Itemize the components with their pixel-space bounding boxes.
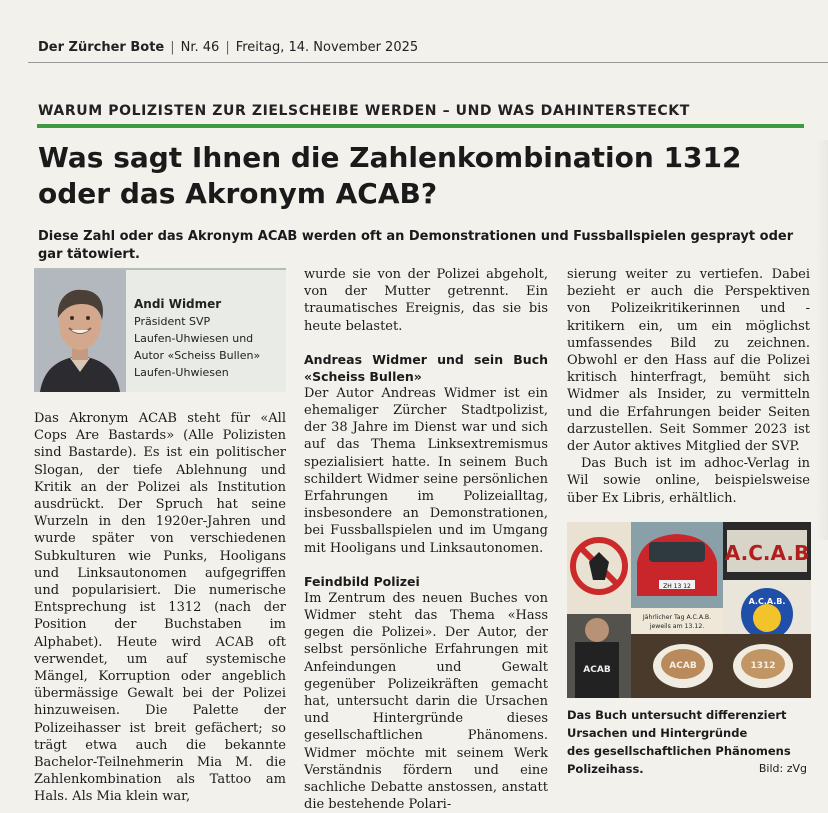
column-1: [34, 410, 286, 806]
author-name: Andi Widmer: [134, 297, 222, 311]
article-lead: Diese Zahl oder das Akronym ACAB werden oft an Demonstrationen und Fussballspielen gesprayt oder gar tätowiert.: [38, 229, 794, 262]
paragraph: Das Buch ist im adhoc-Verlag in Wil sowie online, beispielsweise über Ex Libris, erhältlich.: [567, 456, 810, 506]
headline-line-1: Was sagt Ihnen die Zahlenkombination 1312: [38, 141, 742, 174]
author-box: [34, 268, 286, 392]
photo-caption: [567, 706, 815, 778]
author-line-1: Präsident SVP: [134, 315, 211, 328]
acab-sign-text: A.C.A.B: [724, 541, 810, 565]
caption-line-1: Das Buch untersucht differenziert: [567, 708, 787, 722]
paragraph: Das Akronym ACAB steht für «All Cops Are Bastards» (Alle Polizisten sind Bastarde). Es ist ein politischer Slogan, der tiefe Ablehnung und Kritik an der Polizei als Institution ausdrückt. Der Spruch hat seine Wurzeln in den 1920er-Jahren und wurde später von verschiedenen Subkulturen wie Punks, Hooligans und Linksautonomen aufgegriffen und popularisiert. Die numerische Entsprechung ist 1312 (nach der Position der Buchstaben im Alphabet). Heute wird ACAB oft verwendet, um auf systemische Mängel, Korruption oder angeblich übermässige Gewalt bei der Polizei hinzuweisen. Die Palette der Polizeihasser ist breit gefächert; so trägt etwa auch die bekannte Bachelor-Teilnehmerin Mia M. die Zahlenkombination als Tattoo am Hals. Als Mia klein war,: [34, 411, 286, 805]
paragraph: Im Zentrum des neuen Buches von Widmer steht das Thema «Hass gegen die Polizei». Der Autor, der selbst persönliche Erfahrungen mit Anfeindungen und Gewalt gegenüber Polizeikräften gemacht hat, untersucht darin die Ursachen und Hintergründe dieses gesellschaftlichen Phänomens. Widmer möchte mit seinem Werk Verständnis fördern und eine sachliche Debatte anstossen, anstatt die bestehende Polari-: [304, 590, 548, 813]
svg-text:ZH 13 12: ZH 13 12: [663, 583, 691, 590]
subheading-book: Andreas Widmer und sein Buch «Scheiss Bullen»: [304, 351, 548, 384]
paper-name: Der Zürcher Bote: [38, 40, 165, 55]
author-portrait-image: [34, 270, 126, 392]
author-photo: [34, 270, 126, 392]
headline-line-2: oder das Akronym ACAB?: [38, 177, 438, 210]
issue-number: Nr. 46: [180, 40, 220, 55]
paragraph: Der Autor Andreas Widmer ist ein ehemaliger Zürcher Stadtpolizist, der 38 Jahre im Dienst war und sich auf das Thema Linksextremismus spezialisiert hatte. In seinem Buch schildert Widmer seine persönlichen Erfahrungen im Polizeialltag, insbesondere an Demonstrationen, bei Fussballspielen und im Umgang mit Hooligans und Linksautonomen.: [304, 385, 548, 556]
issue-date: Freitag, 14. November 2025: [235, 40, 419, 55]
author-line-4: Laufen-Uhwiesen: [134, 366, 229, 379]
author-meta: [134, 296, 284, 381]
column-2: [304, 266, 548, 813]
caption-line-3: des gesellschaftlichen Phänomens: [567, 744, 791, 758]
day-note-line-1: Jährlicher Tag A.C.A.B.: [642, 614, 712, 621]
page-edge-shadow: [816, 140, 828, 540]
caption-line-2: Ursachen und Hintergründe: [567, 726, 748, 740]
masthead-rule: [28, 62, 828, 63]
kicker-rule: [37, 124, 804, 128]
article-headline: [38, 140, 758, 212]
paragraph: wurde sie von der Polizei abgeholt, von der Mutter getrennt. Ein traumatisches Ereignis, das sie bis heute belastet.: [304, 267, 548, 334]
subheading-feindbild: Feindbild Polizei: [304, 573, 420, 589]
cup-2-text: 1312: [750, 661, 776, 671]
author-line-2: Laufen-Uhwiesen und: [134, 332, 254, 345]
article-kicker: WARUM POLIZISTEN ZUR ZIELSCHEIBE WERDEN – UND WAS DAHINTERSTECKT: [38, 103, 690, 119]
cup-1-text: ACAB: [669, 661, 697, 671]
author-line-3: Autor «Scheiss Bullen»: [134, 349, 261, 362]
photo-credit: Bild: zVg: [758, 762, 807, 775]
acab-photo-collage: [567, 522, 811, 698]
shirt-text: ACAB: [583, 665, 611, 675]
sticker-text: A.C.A.B.: [748, 597, 786, 606]
column-3: [567, 266, 810, 507]
paragraph: sierung weiter zu vertiefen. Dabei bezieht er auch die Perspektiven von Polizeikritikerinnen und -kritikern ein, um ein möglichst umfassendes Bild zu zeichnen. Obwohl er den Hass auf die Polizei kritisch hinterfragt, bemüht sich Widmer als Insider, zu vermitteln und die Erfahrungen beider Seiten darzustellen. Seit Sommer 2023 ist der Autor aktives Mitglied der SVP.: [567, 267, 810, 455]
day-note-line-2: jeweils am 13.12.: [649, 623, 705, 630]
collage-image: [567, 522, 811, 698]
caption-line-4: Polizeihass.: [567, 762, 644, 776]
masthead: Der Zürcher Bote | Nr. 46 | Freitag, 14. November 2025: [38, 40, 419, 55]
